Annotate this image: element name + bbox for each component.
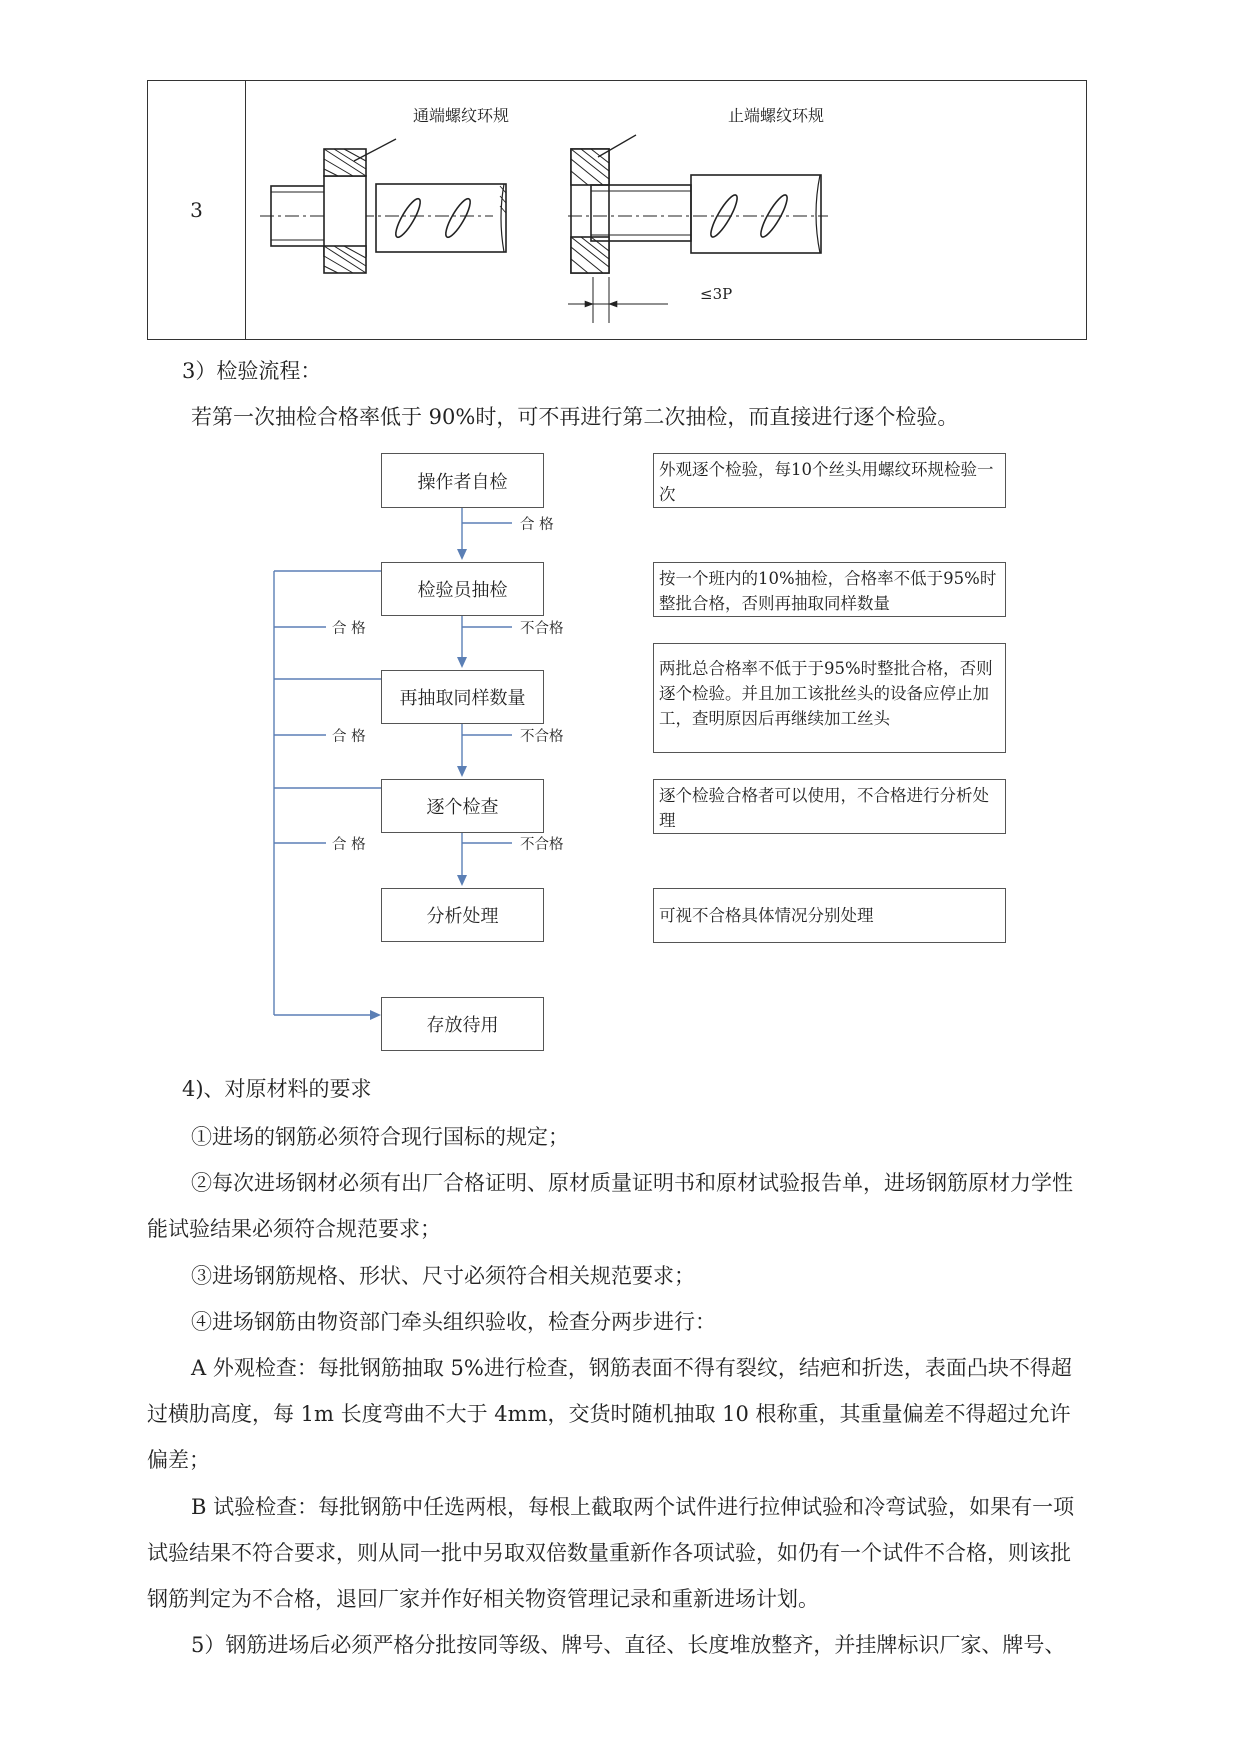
pass-label-4: 合 格 — [330, 833, 368, 854]
flow-step-resample: 再抽取同样数量 — [381, 670, 544, 724]
pass-label-3: 合 格 — [330, 725, 368, 746]
flow-step-sampling: 检验员抽检 — [381, 562, 544, 616]
pass-label-1: 合 格 — [518, 513, 556, 534]
inspection-flowchart — [260, 440, 1020, 1050]
section4-heading: 4)、对原材料的要求 — [182, 1077, 372, 1101]
fail-label-3: 不合格 — [518, 833, 566, 854]
fail-label-2: 不合格 — [518, 725, 566, 746]
no-go-gauge-label: 止端螺纹环规 — [728, 106, 825, 125]
flow-step-self-check: 操作者自检 — [381, 453, 544, 508]
flow-step-analysis: 分析处理 — [381, 888, 544, 942]
requirement-2: ②每次进场钢材必须有出厂合格证明、原材质量证明书和原材试验报告单，进场钢筋原材力学性能试验结果必须符合规范要求； — [147, 1171, 1073, 1241]
flow-step-storage: 存放待用 — [381, 997, 544, 1051]
section3-heading: 3）检验流程： — [182, 359, 322, 383]
dimension-label: ≤3P — [700, 285, 733, 303]
visual-inspection: A 外观检查：每批钢筋抽取 5%进行检查，钢筋表面不得有裂纹，结疤和折迭，表面凸块不得超过横肋高度，每 1m 长度弯曲不大于 4mm，交货时随机抽取 10 根称重，其重量偏差不得超过允许偏差； — [147, 1356, 1072, 1472]
note-analysis: 可视不合格具体情况分别处理 — [653, 888, 1006, 943]
note-one-by-one: 逐个检验合格者可以使用，不合格进行分析处理 — [653, 779, 1006, 834]
gauge-table — [147, 80, 1087, 340]
note-self-check: 外观逐个检验，每10个丝头用螺纹环规检验一次 — [653, 453, 1006, 508]
requirement-1: ①进场的钢筋必须符合现行国标的规定； — [191, 1125, 569, 1149]
note-resample: 两批总合格率不低于于95%时整批合格，否则逐个检验。并且加工该批丝头的设备应停止加工，查明原因后再继续加工丝头 — [653, 643, 1006, 753]
flow-step-one-by-one: 逐个检查 — [381, 779, 544, 833]
test-inspection: B 试验检查：每批钢筋中任选两根，每根上截取两个试件进行拉伸试验和冷弯试验，如果有一项试验结果不符合要求，则从同一批中另取双倍数量重新作各项试验，如仍有一个试件不合格，则该批钢筋判定为不合格，退回厂家并作好相关物资管理记录和重新进场计划。 — [147, 1495, 1075, 1611]
pass-label-2: 合 格 — [330, 617, 368, 638]
gauge-figure — [148, 81, 1088, 341]
section5-text: 5）钢筋进场后必须严格分批按同等级、牌号、直径、长度堆放整齐，并挂牌标识厂家、牌号、 — [191, 1633, 1066, 1657]
go-gauge-label: 通端螺纹环规 — [413, 106, 510, 125]
note-sampling: 按一个班内的10%抽检，合格率不低于95%时整批合格，否则再抽取同样数量 — [653, 562, 1006, 617]
requirement-3: ③进场钢筋规格、形状、尺寸必须符合相关规范要求； — [191, 1264, 695, 1288]
requirement-4: ④进场钢筋由物资部门牵头组织验收，检查分两步进行： — [191, 1310, 716, 1334]
fail-label-1: 不合格 — [518, 617, 566, 638]
table-row-number: 3 — [190, 198, 203, 222]
section3-text: 若第一次抽检合格率低于 90%时，可不再进行第二次抽检，而直接进行逐个检验。 — [191, 405, 959, 429]
